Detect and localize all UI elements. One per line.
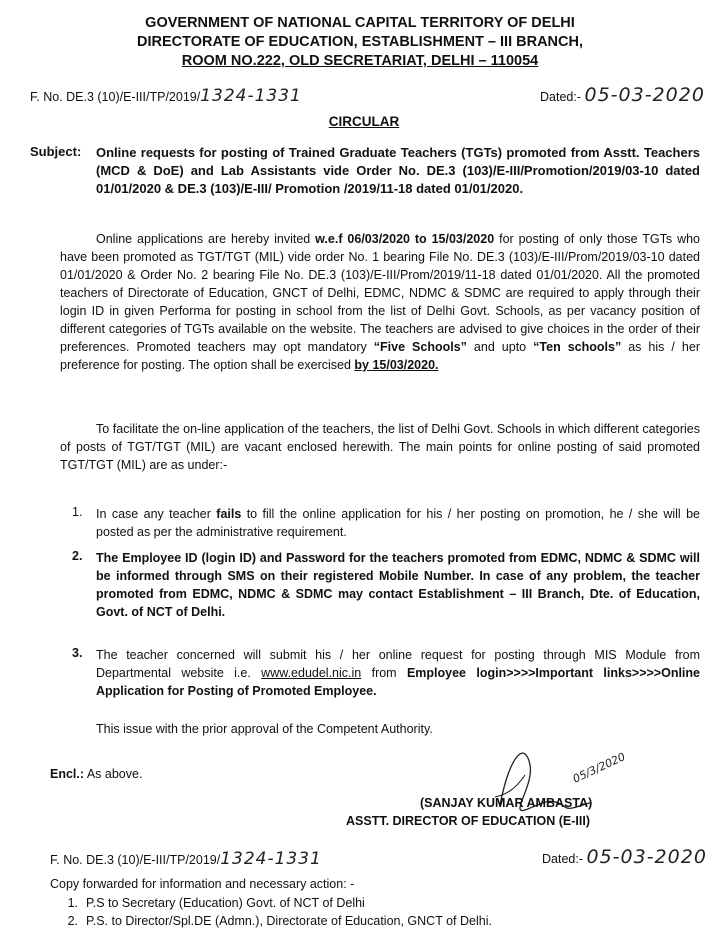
copy-item-1-text: P.S to Secretary (Education) Govt. of NCT of Delhi [86, 896, 365, 910]
dated-label: Dated:- [540, 90, 581, 104]
item-3-path: Employee login>>>>Important links>>>>Online Application for Posting of Promoted Employee. [96, 666, 700, 698]
approval-note: This issue with the prior approval of the Competent Authority. [96, 722, 433, 736]
file-number [30, 86, 302, 106]
copy-item-1-number: 1. [67, 896, 78, 910]
signature [470, 735, 640, 825]
para1-ten-schools: “Ten schools” [533, 340, 622, 354]
paragraph-2 [60, 420, 700, 474]
para1-g: as his / her preference for posting. The option shall be exercised [60, 340, 700, 372]
file-number-copy-text: F. No. DE.3 (10)/E-III/TP/2019/ [50, 853, 221, 867]
item-3-number: 3. [72, 646, 83, 660]
signatory-name: (SANJAY KUMAR AMBASTA) [420, 796, 593, 810]
signature-date: 05/3/2020 [570, 750, 628, 786]
item-2: The Employee ID (login ID) and Password for the teachers promoted from EDMC, NDMC & SDMC will be informed through SMS on their registered Mobile Number. In case of any problem, the teacher promoted from EDMC, NDMC & SDMC may contact Establishment – III Branch, Dte. of Education, Govt. of NCT of Delhi. [96, 551, 700, 619]
circular-title: CIRCULAR [328, 114, 400, 129]
file-number-copy-handwritten: 1324-1331 [220, 849, 322, 869]
signatory-designation: ASSTT. DIRECTOR OF EDUCATION (E-III) [346, 814, 590, 828]
para1-e: and upto [466, 340, 534, 354]
copy-item-2-text: P.S. to Director/Spl.DE (Admn.), Directorate of Education, GNCT of Delhi. [86, 914, 492, 928]
para2-text: To facilitate the on-line application of the teachers, the list of Delhi Govt. Schools in which different categories of posts of TGT/TGT (MIL) are vacant enclosed herewith. The main points for online posting of said promoted TGT/TGT (MIL) are as under:- [60, 422, 700, 472]
copy-forwarded: Copy forwarded for information and necessary action: - [50, 877, 355, 891]
item-3 [96, 646, 700, 700]
enclosure [50, 767, 142, 781]
file-number-copy [50, 849, 322, 869]
item-1-c: to fill the online application for his / her posting on promotion, he / she will be posted as per the administrative requirement. [96, 507, 700, 539]
dated-copy-handwritten: 05-03-2020 [586, 846, 707, 868]
paragraph-1 [60, 230, 700, 374]
item-1-fails: fails [216, 507, 242, 521]
para1-deadline: by 15/03/2020. [354, 358, 439, 372]
para1-five-schools: “Five Schools” [373, 340, 467, 354]
para1-dates: w.e.f 06/03/2020 to 15/03/2020 [315, 232, 495, 246]
item-1-number: 1. [72, 505, 83, 519]
subject-text: Online requests for posting of Trained Graduate Teachers (TGTs) promoted from Asstt. Teachers (MCD & DoE) and Lab Assistants vide Order No. DE.3 (103)/E-III/Promotion/2019/03-10 dated 01/01/2020 & DE.3 (103)/E-III/ Promotion /2019/11-18 dated 01/01/2020. [96, 145, 700, 196]
website-link[interactable]: www.edudel.nic.in [261, 666, 362, 680]
dated-copy [542, 846, 707, 868]
header-line-2: DIRECTORATE OF EDUCATION, ESTABLISHMENT – III BRANCH, [136, 34, 584, 50]
copy-item-2 [50, 914, 700, 928]
dated-handwritten: 05-03-2020 [584, 84, 705, 106]
file-number-text: F. No. DE.3 (10)/E-III/TP/2019/ [30, 90, 201, 104]
dated [540, 84, 705, 106]
copy-item-1 [50, 896, 700, 910]
enclosure-label: Encl.: [50, 767, 85, 781]
enclosure-text: As above. [84, 767, 143, 781]
para1-c: for posting of only those TGTs who have been promoted as TGT/TGT (MIL) vide order No. 1 bearing File No. DE.3 (103)/E-III/Prom/2019/03-10 dated 01/01/2020 & Order No. 2 bearing File No. DE.3 (103)/E-III/Prom/2019/11-18 dated 01/01/2020. All the promoted teachers of Directorate of Education, GNCT of Delhi, EDMC, NDMC & SDMC are required to apply through their login ID in given Performa for posting in school from the list of Delhi Govt. Schools, as per vacancy position of different categories of TGTs available on the website. The teachers are advised to give choices in the order of their preferences. Promoted teachers may opt mandatory [60, 232, 700, 354]
dated-copy-label: Dated:- [542, 852, 583, 866]
file-number-handwritten: 1324-1331 [200, 86, 302, 106]
item-3-a: The teacher concerned will submit his / her online request for posting through MIS Module from Departmental website i.e. [96, 648, 700, 680]
header-line-1: GOVERNMENT OF NATIONAL CAPITAL TERRITORY OF DELHI [145, 15, 575, 31]
item-1 [96, 505, 700, 541]
copy-item-2-number: 2. [67, 914, 78, 928]
header-line-3: ROOM NO.222, OLD SECRETARIAT, DELHI – 110054 [181, 53, 539, 69]
para1-a: Online applications are hereby invited [96, 232, 316, 246]
item-1-a: In case any teacher [96, 507, 217, 521]
item-2-number: 2. [72, 549, 83, 563]
subject-label: Subject: [30, 144, 82, 159]
item-3-b: from [361, 666, 407, 680]
